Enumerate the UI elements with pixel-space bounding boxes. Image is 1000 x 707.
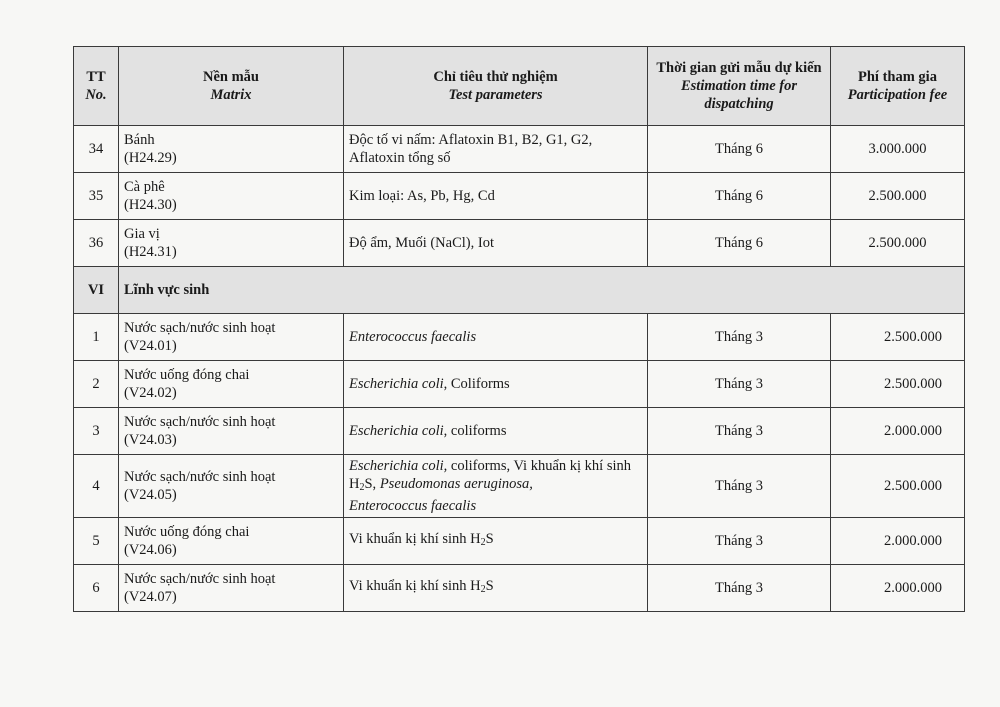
table-row: 5 Nước uống đóng chai (V24.06) Vi khuẩn kị khí $\sinh H_2S$ Tháng 3 2.000.000 — [74, 518, 965, 565]
header-param: Chỉ tiêu thử nghiệm Test parameters — [344, 47, 648, 126]
table-row: 2 Nước uống đóng chai (V24.02) Escherichia coli, Coliforms Tháng 3 2.500.000 — [74, 361, 965, 408]
table-row: 3 Nước sạch/nước sinh hoạt (V24.03) Escherichia coli, coliforms Tháng 3 2.000.000 — [74, 408, 965, 455]
table-header — [74, 47, 965, 126]
fee-table — [73, 46, 965, 612]
table-row: 34 Bánh (H24.29) Độc tố vi nấm: Aflatoxin B1, B2, G1, G2, Aflatoxin tổng số Tháng 6 3.000.000 — [74, 126, 965, 173]
table-row: 1 Nước sạch/nước sinh hoạt (V24.01) Enterococcus faecalis Tháng 3 2.500.000 — [74, 314, 965, 361]
header-time: Thời gian gửi mẫu dự kiến Estimation time for dispatching — [648, 47, 831, 126]
table-row: 6 Nước sạch/nước sinh hoạt (V24.07) Vi khuẩn kị khí $\sinh H_2S$ Tháng 3 2.000.000 — [74, 565, 965, 612]
table-row: 36 Gia vị (H24.31) Độ ẩm, Muối (NaCl), Iot Tháng 6 2.500.000 — [74, 220, 965, 267]
table-row: 35 Cà phê (H24.30) Kim loại: As, Pb, Hg, Cd Tháng 6 2.500.000 — [74, 173, 965, 220]
header-matrix: Nền mẫu Matrix — [119, 47, 344, 126]
header-tt: TT No. — [74, 47, 119, 126]
section-row: VI Lĩnh vực sinh — [74, 267, 965, 314]
header-fee: Phí tham gia Participation fee — [831, 47, 965, 126]
table-row: 4 Nước sạch/nước sinh hoạt (V24.05) Escherichia coli, coliforms, Vi khuẩn kị khí $\sinh H_2S$, Pseudomonas aeruginosa, Enterococcus faecalis Tháng 3 2.500.000 — [74, 455, 965, 518]
